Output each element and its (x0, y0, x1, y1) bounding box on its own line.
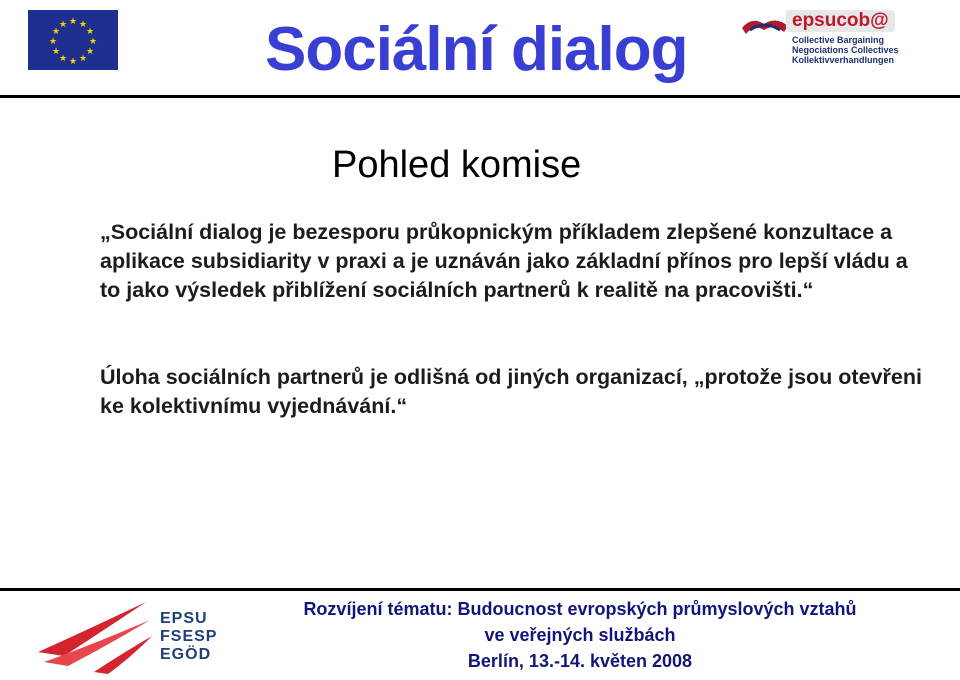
svg-text:★: ★ (78, 54, 88, 64)
epsucob-logo (740, 6, 920, 64)
handshake-icon (740, 10, 790, 40)
epsu-swoosh-icon (34, 596, 154, 676)
eu-flag-logo (28, 10, 118, 70)
svg-text:★: ★ (51, 27, 61, 37)
svg-text:★: ★ (85, 27, 95, 37)
role-paragraph: Úloha sociálních partnerů je odlišná od jiných organizací, „protože jsou otevřeni ke kolektivnímu vyjednávání.“ (100, 365, 922, 418)
svg-text:★: ★ (78, 20, 88, 30)
epsu-logo-line: FSESP (160, 628, 218, 645)
slide-subtitle: Pohled komise (332, 144, 582, 186)
epsu-logo-line: EGÖD (160, 646, 212, 663)
epsucob-logo-line: Kollektivverhandlungen (792, 55, 895, 65)
header-divider (0, 95, 960, 98)
footer-line-1: Rozvíjení tématu: Budoucnost evropských průmyslových vztahů (303, 599, 857, 619)
svg-text:★: ★ (85, 47, 95, 57)
footer-line-2: ve veřejných službách (484, 625, 676, 645)
svg-text:★: ★ (88, 37, 98, 47)
svg-text:★: ★ (58, 20, 68, 30)
svg-text:★: ★ (58, 54, 68, 64)
quote-paragraph: „Sociální dialog je bezesporu průkopnickým příkladem zlepšené konzultace a aplikace subsidiarity v praxi a je uznáván jako základní přínos pro lepší vládu a to jako výsledek přiblížení sociálních partnerů k realitě na pracovišti.“ (100, 220, 908, 302)
footer-divider (0, 588, 960, 591)
footer-line-3: Berlín, 13.-14. květen 2008 (467, 651, 693, 671)
svg-text:★: ★ (68, 57, 78, 67)
footer-text (240, 596, 920, 674)
epsucob-logo-name: epsucob@ (786, 10, 895, 32)
page-title: Sociální dialog (265, 15, 688, 84)
epsucob-logo-line: Negociations Collectives (792, 45, 899, 55)
svg-text:★: ★ (48, 37, 58, 47)
svg-text:★: ★ (68, 17, 78, 27)
epsu-logo (34, 596, 224, 676)
eu-stars-icon (28, 10, 118, 70)
epsucob-logo-line: Collective Bargaining (792, 35, 885, 45)
epsu-logo-line: EPSU (160, 610, 208, 627)
svg-text:★: ★ (51, 47, 61, 57)
